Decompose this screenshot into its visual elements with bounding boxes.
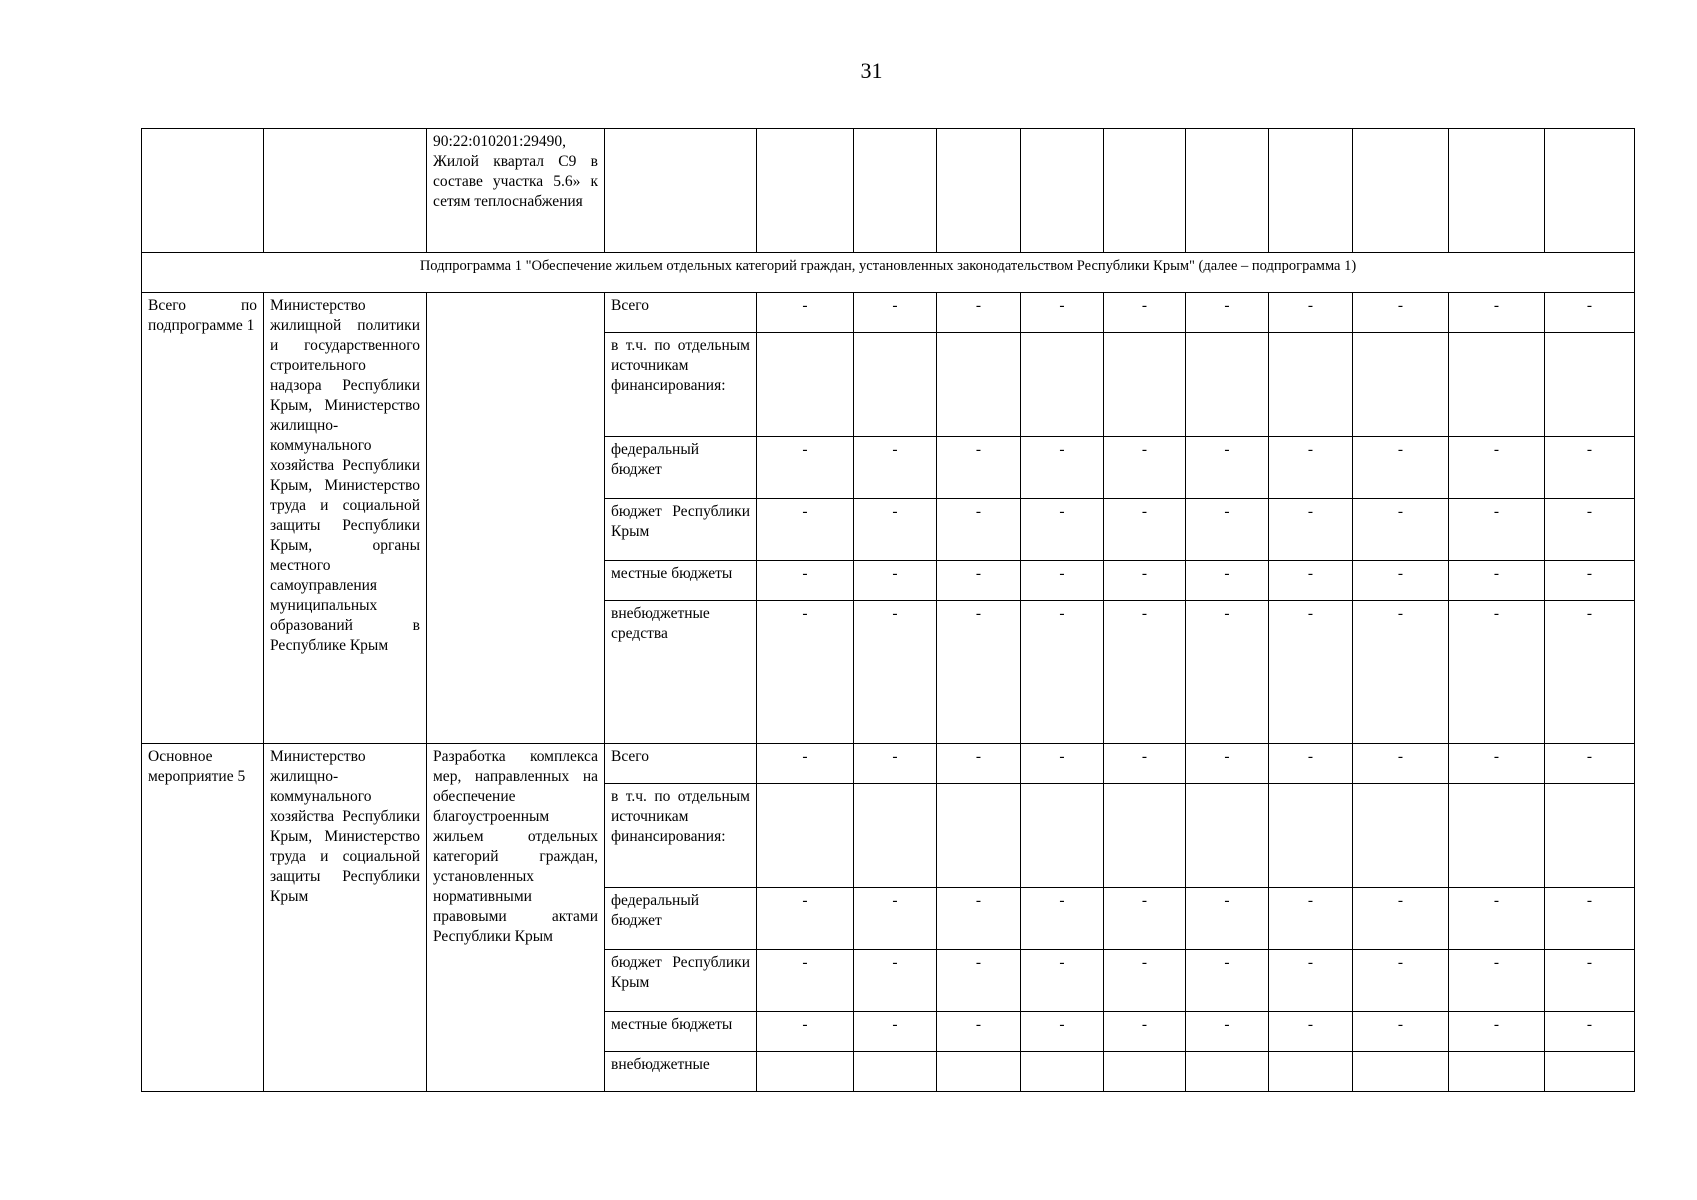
value-cell [1269, 784, 1353, 888]
value-cell [1449, 784, 1545, 888]
object-description: 90:22:010201:29490, Жилой квартал С9 в составе участка 5.6» к сетям теплоснабжения [427, 129, 605, 253]
value-cell: - [1186, 437, 1269, 499]
value-cell: - [1021, 744, 1104, 784]
value-cell [854, 1052, 937, 1092]
value-cell: - [1021, 293, 1104, 333]
funding-source: внебюджетные [605, 1052, 757, 1092]
value-cell: - [757, 293, 854, 333]
value-cell: - [757, 744, 854, 784]
value-cell: - [1186, 888, 1269, 950]
value-cell: - [1449, 888, 1545, 950]
subprogram-header-row [142, 253, 1635, 293]
value-cell [1449, 1052, 1545, 1092]
value-cell: - [854, 950, 937, 1012]
value-cell: - [937, 499, 1021, 561]
value-cell [1545, 333, 1635, 437]
value-cell [1104, 784, 1186, 888]
value-cell: - [1104, 293, 1186, 333]
value-cell: - [1545, 601, 1635, 744]
value-cell: - [1353, 888, 1449, 950]
value-cell: - [1021, 561, 1104, 601]
value-cell: - [1353, 950, 1449, 1012]
value-cell: - [1545, 744, 1635, 784]
financing-table [141, 128, 1635, 1092]
value-cell [757, 784, 854, 888]
value-cell: - [1545, 437, 1635, 499]
financing-row [142, 293, 1635, 333]
value-cell [757, 1052, 854, 1092]
value-cell: - [1021, 1012, 1104, 1052]
funding-source: бюджет Республики Крым [605, 950, 757, 1012]
value-cell: - [1545, 1012, 1635, 1052]
value-cell [1021, 784, 1104, 888]
cell [605, 129, 757, 253]
value-cell: - [757, 888, 854, 950]
value-cell [757, 333, 854, 437]
value-cell: - [854, 437, 937, 499]
value-cell: - [1353, 601, 1449, 744]
value-cell [1186, 1052, 1269, 1092]
value-cell: - [1449, 437, 1545, 499]
funding-source: Всего [605, 744, 757, 784]
value-cell: - [1449, 601, 1545, 744]
value-cell [937, 1052, 1021, 1092]
value-cell: - [1449, 744, 1545, 784]
value-cell: - [1545, 561, 1635, 601]
value-cell: - [1269, 561, 1353, 601]
value-cell: - [1353, 744, 1449, 784]
value-cell: - [757, 561, 854, 601]
value-cell: - [1186, 744, 1269, 784]
value-cell: - [1021, 437, 1104, 499]
value-cell: - [854, 601, 937, 744]
value-cell: - [937, 293, 1021, 333]
financing-row [142, 744, 1635, 784]
funding-source: федеральный бюджет [605, 437, 757, 499]
measure-description [427, 293, 605, 744]
value-cell [1186, 333, 1269, 437]
value-cell: - [1269, 437, 1353, 499]
value-cell: - [1449, 499, 1545, 561]
value-cell: - [854, 744, 937, 784]
value-cell: - [1104, 1012, 1186, 1052]
value-cell: - [1545, 950, 1635, 1012]
value-cell: - [1269, 950, 1353, 1012]
value-cell: - [1449, 561, 1545, 601]
cell [142, 129, 264, 253]
value-cell: - [854, 499, 937, 561]
value-cell: - [1545, 293, 1635, 333]
funding-source: в т.ч. по отдельным источникам финансирования: [605, 333, 757, 437]
value-cell: - [1545, 888, 1635, 950]
value-cell: - [1104, 561, 1186, 601]
value-cell: - [937, 437, 1021, 499]
executor: Министерство жилищно-коммунального хозяйства Республики Крым, Министерство труда и социальной защиты Республики Крым [264, 744, 427, 1092]
value-cell: - [1269, 293, 1353, 333]
value-cell: - [1269, 499, 1353, 561]
value-cell: - [937, 744, 1021, 784]
cell [264, 129, 427, 253]
row-label: Основное мероприятие 5 [142, 744, 264, 1092]
value-cell: - [1186, 1012, 1269, 1052]
value-cell: - [1353, 1012, 1449, 1052]
value-cell [854, 333, 937, 437]
executor: Министерство жилищной политики и государственного строительного надзора Республики Крым, Министерство жилищно-коммунального хозяйства Республики Крым, Министерство труда и социальной защиты Республики Крым, органы местного самоуправления муниципальных образований в Республике Крым [264, 293, 427, 744]
value-cell: - [757, 950, 854, 1012]
value-cell: - [757, 437, 854, 499]
value-cell: - [1269, 1012, 1353, 1052]
value-cell [1186, 784, 1269, 888]
value-cell: - [757, 601, 854, 744]
value-cell: - [1269, 601, 1353, 744]
value-cell [1269, 1052, 1353, 1092]
value-cell [1449, 333, 1545, 437]
value-cell [1021, 1052, 1104, 1092]
value-cell: - [1449, 950, 1545, 1012]
value-cell: - [1269, 888, 1353, 950]
value-cell: - [1353, 561, 1449, 601]
value-cell [1353, 1052, 1449, 1092]
value-cell: - [937, 1012, 1021, 1052]
value-cell [1545, 784, 1635, 888]
subprogram-title: Подпрограмма 1 "Обеспечение жильем отдельных категорий граждан, установленных законодательством Республики Крым" (далее – подпрограмма 1) [142, 253, 1635, 293]
value-cell: - [757, 1012, 854, 1052]
value-cell: - [1186, 293, 1269, 333]
value-cell: - [1104, 888, 1186, 950]
value-cell [937, 784, 1021, 888]
value-cell: - [1104, 601, 1186, 744]
value-cell: - [1021, 950, 1104, 1012]
value-cell: - [937, 601, 1021, 744]
value-cell [937, 333, 1021, 437]
value-cell [1021, 333, 1104, 437]
value-cell: - [1104, 950, 1186, 1012]
value-cell: - [1021, 499, 1104, 561]
value-cell: - [1021, 601, 1104, 744]
continued-row [142, 129, 1635, 253]
value-cell: - [1353, 293, 1449, 333]
funding-source: федеральный бюджет [605, 888, 757, 950]
value-cell: - [854, 1012, 937, 1052]
value-cell [1104, 1052, 1186, 1092]
value-cell: - [854, 888, 937, 950]
value-cell: - [1186, 950, 1269, 1012]
value-cell: - [1186, 601, 1269, 744]
value-cell [1269, 333, 1353, 437]
value-cell: - [1021, 888, 1104, 950]
value-cell: - [1186, 499, 1269, 561]
value-cell: - [1104, 437, 1186, 499]
value-cell: - [854, 561, 937, 601]
funding-source: местные бюджеты [605, 561, 757, 601]
value-cell [1353, 784, 1449, 888]
value-cell: - [757, 499, 854, 561]
row-label: Всего по подпрограмме 1 [142, 293, 264, 744]
value-cell: - [937, 561, 1021, 601]
value-cell: - [937, 888, 1021, 950]
value-cell: - [1449, 293, 1545, 333]
value-cell: - [1545, 499, 1635, 561]
value-cell: - [854, 293, 937, 333]
value-cell: - [1104, 744, 1186, 784]
value-cell: - [937, 950, 1021, 1012]
value-cell: - [1353, 437, 1449, 499]
funding-source: в т.ч. по отдельным источникам финансирования: [605, 784, 757, 888]
value-cell: - [1186, 561, 1269, 601]
funding-source: Всего [605, 293, 757, 333]
funding-source: бюджет Республики Крым [605, 499, 757, 561]
value-cell: - [1449, 1012, 1545, 1052]
value-cell [1545, 1052, 1635, 1092]
page-number: 31 [860, 58, 883, 83]
funding-source: местные бюджеты [605, 1012, 757, 1052]
value-cell [1104, 333, 1186, 437]
value-cell [1353, 333, 1449, 437]
value-cell: - [1104, 499, 1186, 561]
measure-description: Разработка комплекса мер, направленных на обеспечение благоустроенным жильем отдельных категорий граждан, установленных нормативными правовыми актами Республики Крым [427, 744, 605, 1092]
value-cell [854, 784, 937, 888]
funding-source: внебюджетные средства [605, 601, 757, 744]
value-cell: - [1353, 499, 1449, 561]
value-cell: - [1269, 744, 1353, 784]
